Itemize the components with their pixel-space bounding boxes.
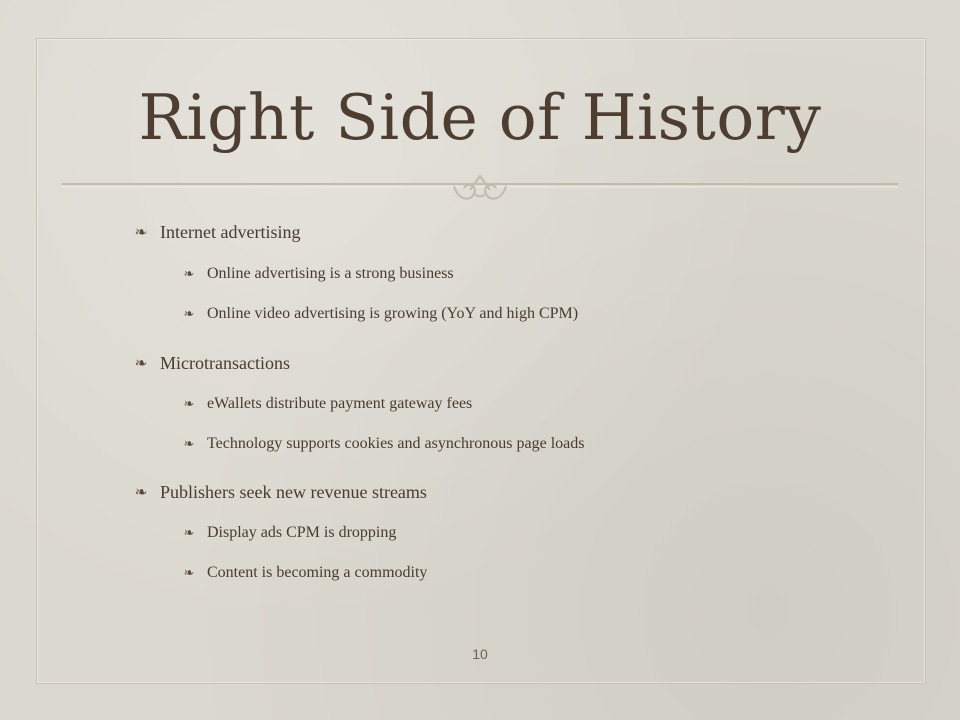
bullet-item <box>122 353 290 374</box>
bullet-text: Microtransactions <box>160 353 290 373</box>
sub-bullet-item <box>171 265 454 283</box>
page-number: 10 <box>472 646 488 662</box>
bullet-item <box>122 222 300 243</box>
fleuron-bullet-icon: ❧ <box>183 306 195 321</box>
sub-bullet-text: Technology supports cookies and asynchronous page loads <box>207 435 585 452</box>
sub-bullet-item <box>171 524 396 542</box>
fleuron-bullet-icon: ❧ <box>183 266 195 281</box>
bullet-text: Internet advertising <box>160 222 301 242</box>
sub-bullet-item <box>171 395 472 413</box>
sub-bullet-text: Online advertising is a strong business <box>207 265 454 282</box>
sub-bullet-text: Online video advertising is growing (YoY and high CPM) <box>207 305 579 322</box>
bullet-text: Publishers seek new revenue streams <box>160 482 427 502</box>
slide-title: Right Side of History <box>138 81 822 154</box>
sub-bullet-item <box>171 435 584 453</box>
fleuron-bullet-icon: ❧ <box>183 525 195 540</box>
sub-bullet-text: Display ads CPM is dropping <box>207 524 397 541</box>
fleuron-bullet-icon: ❧ <box>134 225 148 241</box>
fleuron-bullet-icon: ❧ <box>183 565 195 580</box>
sub-bullet-text: Content is becoming a commodity <box>207 564 428 581</box>
fleuron-bullet-icon: ❧ <box>183 436 195 451</box>
fleuron-bullet-icon: ❧ <box>134 485 148 501</box>
sub-bullet-item <box>171 305 578 323</box>
fleuron-bullet-icon: ❧ <box>134 356 148 372</box>
fleuron-bullet-icon: ❧ <box>183 396 195 411</box>
sub-bullet-item <box>171 564 427 582</box>
bullet-item <box>122 482 427 503</box>
sub-bullet-text: eWallets distribute payment gateway fees <box>207 395 473 412</box>
